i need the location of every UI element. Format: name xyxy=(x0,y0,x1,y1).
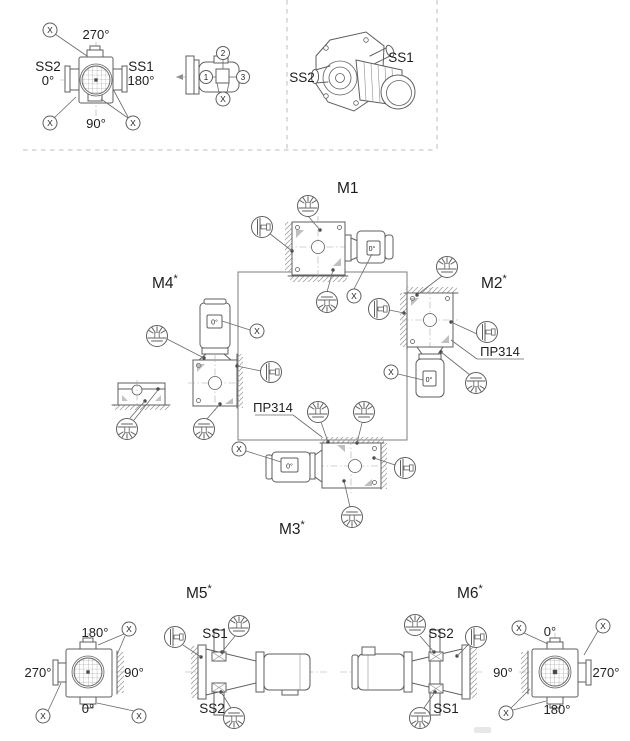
x-marker-label: X xyxy=(254,326,260,336)
detail-callout-vent xyxy=(405,615,426,636)
m5-name: M5 xyxy=(186,585,208,602)
m2-pr314-note: ПР314 xyxy=(480,344,520,359)
detail-callout-drain xyxy=(466,373,487,394)
angle-right-label: 180° xyxy=(127,73,155,88)
x-marker-label: X xyxy=(47,118,53,128)
m5-label xyxy=(186,583,213,602)
x-marker xyxy=(122,622,136,636)
iso-ss1-label: SS1 xyxy=(388,50,414,65)
detail-callout-plug xyxy=(466,627,487,648)
m6-angle-top: 0° xyxy=(543,624,557,639)
x-marker xyxy=(43,23,57,37)
detail-callout-plug xyxy=(477,322,498,343)
x-marker-label: X xyxy=(136,711,142,721)
x-marker-label: X xyxy=(503,708,509,718)
detail-callout-plug xyxy=(261,362,282,383)
x-marker xyxy=(232,442,246,456)
m2-terminal-angle: 0° xyxy=(425,377,433,384)
m5-angle-top: 180° xyxy=(81,625,109,640)
x-marker xyxy=(126,116,140,130)
iso-ss2-label: SS2 xyxy=(289,70,315,85)
m4-asterisk: * xyxy=(173,273,178,285)
x-marker xyxy=(512,621,526,635)
position-m1 xyxy=(252,180,394,313)
m6-shaft-top-label: SS2 xyxy=(428,626,454,641)
m2-label xyxy=(481,273,508,292)
point-3-label: 3 xyxy=(240,72,246,82)
angle-left-label: 0° xyxy=(41,73,55,88)
foot-mounted-detail xyxy=(112,380,170,440)
x-marker-label: X xyxy=(516,623,522,633)
m6-front-view xyxy=(493,619,619,720)
position-m3 xyxy=(232,400,416,538)
watermark-smudge xyxy=(474,727,491,733)
x-marker-label: X xyxy=(126,624,132,634)
x-marker-label: X xyxy=(47,25,53,35)
x-marker xyxy=(132,709,146,723)
m3-asterisk: * xyxy=(300,519,305,531)
m2-name: M2 xyxy=(481,275,503,292)
detail-callout-plug xyxy=(252,217,273,238)
x-marker-label: X xyxy=(220,94,226,104)
detail-callout-drain xyxy=(224,708,245,729)
x-marker xyxy=(499,706,513,720)
detail-callout-vent xyxy=(229,616,250,637)
detail-callout-vent xyxy=(298,196,319,217)
detail-callout-plug xyxy=(369,299,390,320)
position-m2 xyxy=(369,257,525,398)
m2-asterisk: * xyxy=(502,273,507,285)
m3-name: M3 xyxy=(279,521,301,538)
point-3-marker xyxy=(237,71,250,84)
x-marker-label: X xyxy=(351,291,357,301)
detail-callout-drain xyxy=(342,507,363,528)
m1-name: M1 xyxy=(337,180,359,197)
m5-angle-left: 270° xyxy=(24,665,52,680)
detail-callout-drain xyxy=(317,292,338,313)
detail-callout-vent xyxy=(354,402,375,423)
m1-label xyxy=(337,180,359,197)
m6-angle-left: 90° xyxy=(493,665,513,680)
m6-shaft-bottom-label: SS1 xyxy=(433,701,459,716)
position-m5 xyxy=(165,583,331,729)
x-marker-label: X xyxy=(600,621,606,631)
point-1-label: 1 xyxy=(203,72,209,82)
shaft-ss1-label: SS1 xyxy=(128,59,154,74)
x-marker-label: X xyxy=(236,444,242,454)
detail-callout-plug xyxy=(165,627,186,648)
m6-asterisk: * xyxy=(478,583,483,595)
m4-name: M4 xyxy=(152,275,174,292)
angle-top-label: 270° xyxy=(82,27,110,42)
m5-angle-right: 90° xyxy=(124,665,144,680)
point-1-marker xyxy=(200,71,213,84)
point-2-label: 2 xyxy=(220,48,226,58)
detail-callout-vent xyxy=(437,257,458,278)
m5-asterisk: * xyxy=(207,583,212,595)
m5-front-view xyxy=(25,622,146,723)
m6-label xyxy=(457,583,484,602)
x-marker xyxy=(347,289,361,303)
m5-shaft-top-label: SS1 xyxy=(202,626,228,641)
legend-iso-view xyxy=(289,32,415,111)
detail-callout-vent xyxy=(308,402,329,423)
m6-name: M6 xyxy=(457,585,479,602)
m3-label xyxy=(279,519,306,538)
m4-terminal-angle: 0° xyxy=(211,319,218,327)
m6-angle-bottom: 180° xyxy=(543,702,571,717)
x-marker xyxy=(384,365,398,379)
m6-angle-right: 270° xyxy=(592,665,620,680)
x-marker-label: X xyxy=(40,711,46,721)
detail-callout-plug xyxy=(395,458,416,479)
x-marker-label: X xyxy=(388,367,394,377)
m1-terminal-angle: 0° xyxy=(368,246,376,253)
angle-bottom-label: 90° xyxy=(86,116,106,131)
position-m6 xyxy=(340,583,487,729)
detail-callout-drain xyxy=(194,419,215,440)
point-2-marker xyxy=(217,47,230,60)
x-marker xyxy=(250,324,264,338)
x-marker-label: X xyxy=(130,118,136,128)
detail-callout-drain xyxy=(117,419,138,440)
m5-shaft-bottom-label: SS2 xyxy=(199,701,225,716)
m5-angle-bottom: 0° xyxy=(81,701,95,716)
x-marker xyxy=(43,116,57,130)
x-marker xyxy=(216,92,230,106)
detail-callout-vent xyxy=(147,326,168,347)
legend-side-view xyxy=(176,47,250,107)
x-marker xyxy=(596,619,610,633)
detail-callout-drain xyxy=(410,708,431,729)
m3-pr314-note: ПР314 xyxy=(253,400,293,415)
legend-front-view xyxy=(35,23,154,131)
x-marker xyxy=(36,709,50,723)
m3-terminal-angle: 0° xyxy=(286,463,293,471)
m4-label xyxy=(152,273,179,292)
shaft-ss2-label: SS2 xyxy=(35,59,61,74)
